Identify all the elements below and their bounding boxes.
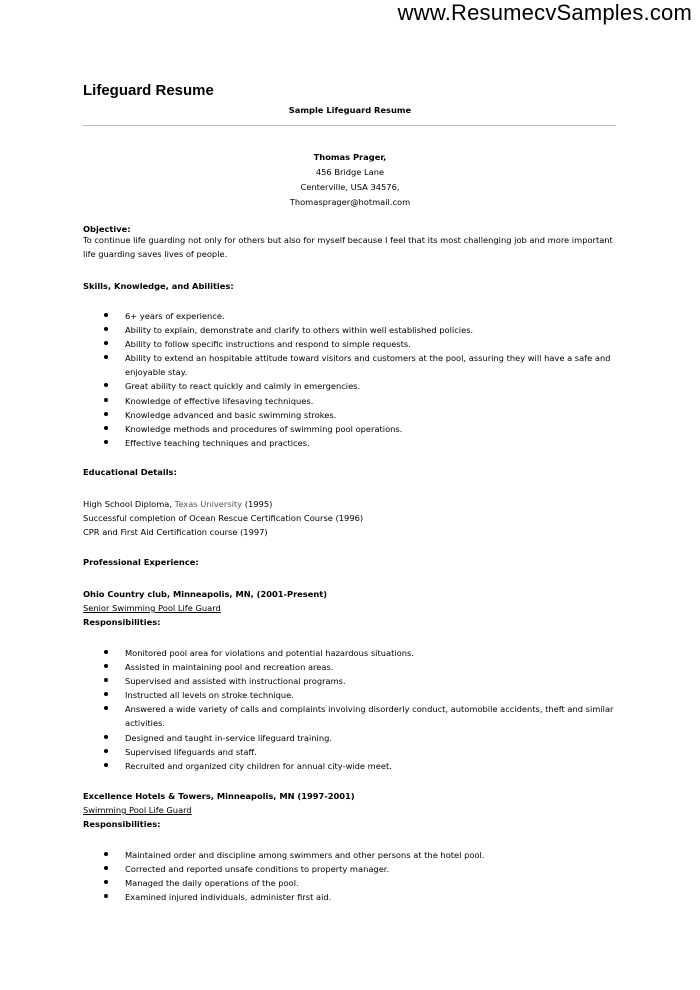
objective-line: life guarding saves lives of people. <box>83 248 228 259</box>
list-item-text: Designed and taught in-service lifeguard training. <box>125 732 333 743</box>
contact-block <box>0 150 700 210</box>
list-item <box>83 745 623 759</box>
objective-text <box>83 234 623 261</box>
bullet-icon <box>104 426 108 430</box>
education-lines <box>83 497 363 539</box>
list-item <box>83 660 623 674</box>
objective-heading: Objective: <box>83 224 131 234</box>
list-item-text: Knowledge methods and procedures of swimming pool operations. <box>125 423 403 434</box>
job-2 <box>83 789 355 831</box>
job-1 <box>83 587 327 629</box>
contact-email: Thomasprager@hotmail.com <box>289 197 411 207</box>
list-item-text: Ability to extend an hospitable attitude toward visitors and customers at the pool, assuring they will have a safe and enjoyable stay. <box>125 353 611 378</box>
education-line: Successful completion of Ocean Rescue Certification Course (1996) <box>83 513 364 523</box>
contact-name: Thomas Prager, <box>313 152 387 162</box>
bullet-icon <box>104 880 108 884</box>
bullet-icon <box>104 440 108 444</box>
header-divider <box>83 125 616 126</box>
list-item <box>83 876 623 890</box>
bullet-icon <box>104 313 108 317</box>
list-item-text: Recruited and organized city children for annual city-wide meet. <box>125 760 392 771</box>
objective-section <box>83 224 623 261</box>
responsibilities-list <box>83 646 623 773</box>
list-item <box>83 646 623 660</box>
experience-heading: Professional Experience: <box>83 557 199 567</box>
contact-city: Centerville, USA 34576, <box>300 182 400 192</box>
job-company: Ohio Country club, Minneapolis, MN, (2001-Present) <box>83 589 328 599</box>
bullet-icon <box>104 412 108 416</box>
skills-section <box>83 281 234 291</box>
bullet-icon <box>104 664 108 668</box>
list-item-text: Examined injured individuals, administer first aid. <box>125 892 332 903</box>
contact-address: 456 Bridge Lane <box>315 167 385 177</box>
bullet-icon <box>104 383 108 387</box>
job-role: Senior Swimming Pool Life Guard <box>83 603 221 613</box>
list-item-text: Assisted in maintaining pool and recreation areas. <box>125 662 334 673</box>
list-item <box>83 862 623 876</box>
education-text: High School Diploma, <box>83 499 175 509</box>
list-item-text: Supervised and assisted with instructional programs. <box>125 676 346 687</box>
education-section <box>83 467 177 477</box>
education-heading: Educational Details: <box>83 467 177 477</box>
site-url[interactable]: www.ResumecvSamples.com <box>397 0 692 25</box>
bullet-icon <box>104 398 108 402</box>
list-item-text: Supervised lifeguards and staff. <box>125 746 257 757</box>
list-item-text: Answered a wide variety of calls and complaints involving disorderly conduct, automobile accidents, theft and similar activities. <box>125 704 614 729</box>
bullet-icon <box>104 692 108 696</box>
list-item-text: Managed the daily operations of the pool. <box>125 878 299 889</box>
list-item-text: Maintained order and discipline among swimmers and other persons at the hotel pool. <box>125 850 485 860</box>
bullet-icon <box>104 355 108 359</box>
bullet-icon <box>104 866 108 870</box>
list-item <box>83 890 623 904</box>
list-item <box>83 731 623 745</box>
job-role: Swimming Pool Life Guard <box>83 805 192 815</box>
bullet-icon <box>104 327 108 331</box>
list-item <box>83 394 623 408</box>
bullet-icon <box>104 763 108 767</box>
list-item-text: Instructed all levels on stroke technique. <box>125 690 294 701</box>
bullet-icon <box>104 894 108 898</box>
list-item <box>83 323 623 337</box>
list-item <box>83 674 623 688</box>
responsibilities-heading: Responsibilities: <box>83 819 161 829</box>
skills-heading-part: Skills <box>83 281 108 291</box>
list-item <box>83 379 623 393</box>
education-text: (1995) <box>242 499 273 509</box>
resume-subtitle: Sample Lifeguard Resume <box>288 105 412 115</box>
list-item-text: Ability to follow specific instructions and respond to simple requests. <box>125 339 411 350</box>
education-line: CPR and First Aid Certification course (1997) <box>83 527 268 537</box>
objective-line: To continue life guarding not only for others but also for myself because I feel that its most challenging job and more important <box>83 235 613 245</box>
job-2-list-wrap <box>83 848 623 904</box>
list-item-text: Knowledge of effective lifesaving techniques. <box>125 395 314 406</box>
list-item-text: Monitored pool area for violations and potential hazardous situations. <box>125 648 414 658</box>
education-school-link[interactable]: Texas University <box>174 499 243 509</box>
list-item-text: Effective teaching techniques and practices. <box>125 437 310 448</box>
job-company: Excellence Hotels & Towers, Minneapolis, MN (1997-2001) <box>83 791 355 801</box>
list-item <box>83 759 623 773</box>
experience-heading-wrap <box>83 557 199 567</box>
skills-list <box>83 309 623 450</box>
list-item-text: Knowledge advanced and basic swimming strokes. <box>125 409 337 420</box>
list-item-text: Ability to explain, demonstrate and clarify to others within well established policies. <box>125 325 474 336</box>
responsibilities-list <box>83 848 623 904</box>
bullet-icon <box>104 706 108 710</box>
bullet-icon <box>104 749 108 753</box>
bullet-icon <box>104 735 108 739</box>
list-item-text: Corrected and reported unsafe conditions to property manager. <box>125 864 390 875</box>
bullet-icon <box>104 678 108 682</box>
list-item <box>83 309 623 323</box>
skills-list-wrap <box>83 309 623 450</box>
list-item <box>83 436 623 450</box>
list-item <box>83 848 623 862</box>
bullet-icon <box>104 650 108 654</box>
skills-heading <box>83 281 234 291</box>
list-item <box>83 337 623 351</box>
list-item-text: Great ability to react quickly and calmly in emergencies. <box>125 381 361 392</box>
skills-heading-part: , Knowledge, and Abilities: <box>107 281 234 291</box>
list-item-text: 6+ years of experience. <box>125 311 225 321</box>
responsibilities-heading: Responsibilities: <box>83 617 161 627</box>
resume-title: Lifeguard Resume <box>83 82 214 99</box>
list-item <box>83 702 623 730</box>
bullet-icon <box>104 852 108 856</box>
bullet-icon <box>104 341 108 345</box>
list-item <box>83 688 623 702</box>
list-item <box>83 408 623 422</box>
job-1-list-wrap <box>83 646 623 773</box>
education-line <box>83 497 363 511</box>
list-item <box>83 422 623 436</box>
list-item <box>83 351 623 379</box>
